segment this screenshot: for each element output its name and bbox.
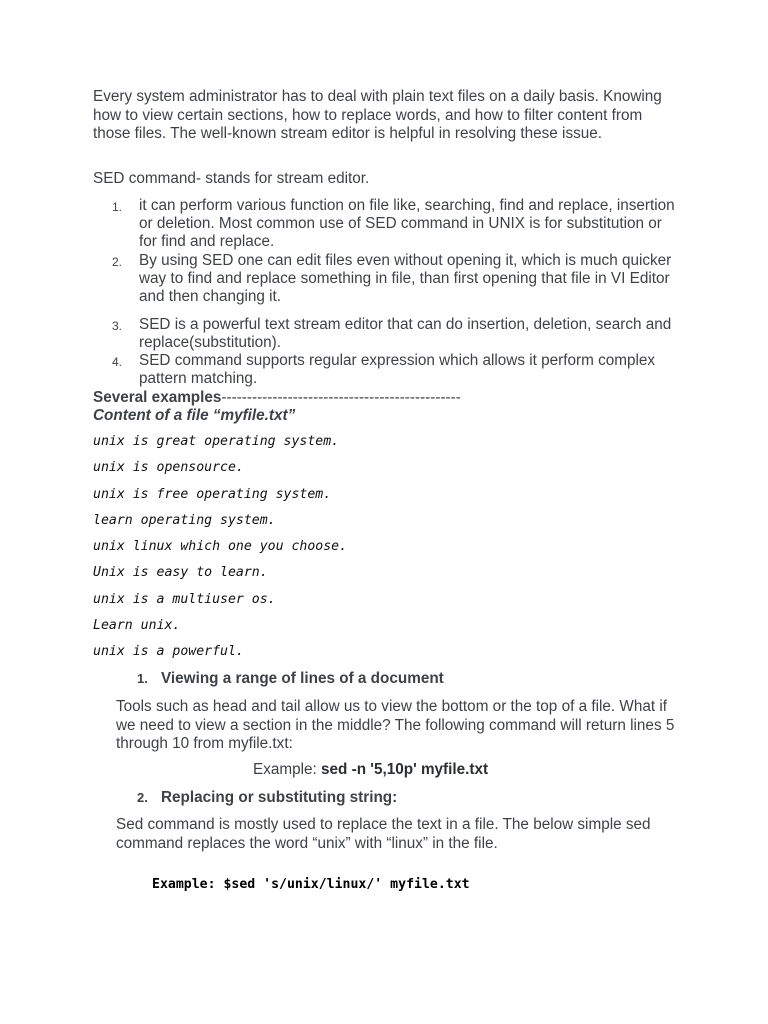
example-command: sed -n '5,10p' myfile.txt xyxy=(321,761,489,778)
list-number: 4. xyxy=(112,355,123,369)
code-line: unix is a multiuser os. xyxy=(93,592,276,607)
list-number: 3. xyxy=(112,319,123,333)
list-text: SED is a powerful text stream editor that can do insertion, deletion, search and replace(substitution). xyxy=(139,316,672,352)
list-text: By using SED one can edit files even without opening it, which is much quicker way to find and replace something in file, than first opening that file in VI Editor and then changing it. xyxy=(139,252,672,306)
section-body-replace: Sed command is mostly used to replace the text in a file. The below simple sed command replaces the word “unix” with “linux” in the file. xyxy=(116,816,651,852)
code-line: Unix is easy to learn. xyxy=(93,565,268,580)
code-line: unix is opensource. xyxy=(93,460,244,475)
section-heading-view-range xyxy=(137,670,444,688)
list-number: 1. xyxy=(112,200,123,214)
file-content-title: Content of a file “myfile.txt” xyxy=(93,407,296,424)
section-number: 2. xyxy=(137,790,148,805)
sed-definition: SED command- stands for stream editor. xyxy=(93,170,370,187)
list-text: it can perform various function on file like, searching, find and replace, insertion or deletion. Most common use of SED command in UNIX is for substitution or for find and replace. xyxy=(139,197,675,251)
examples-heading xyxy=(93,389,461,407)
section-title: Replacing or substituting string: xyxy=(161,789,398,806)
example-label: Example: xyxy=(253,761,322,778)
section-body-view-range: Tools such as head and tail allow us to view the bottom or the top of a file. What if we need to view a section in the middle? The following command will return lines 5 through 10 from myfile.txt: xyxy=(116,698,675,752)
code-line: unix is great operating system. xyxy=(93,434,340,449)
list-text: SED command supports regular expression which allows it perform complex pattern matching. xyxy=(139,352,656,388)
section-title: Viewing a range of lines of a document xyxy=(161,670,444,687)
examples-heading-rule: ----------------------------------------------- xyxy=(221,389,461,406)
example-view-range xyxy=(253,761,488,779)
section-heading-replace xyxy=(137,789,397,807)
intro-paragraph: Every system administrator has to deal with plain text files on a daily basis. Knowing how to view certain sections, how to replace words, and how to filter content from those files. The well-known stream editor is helpful in resolving these issue. xyxy=(93,88,662,142)
section-number: 1. xyxy=(137,671,148,686)
code-line: unix linux which one you choose. xyxy=(93,539,348,554)
code-line: unix is free operating system. xyxy=(93,487,332,502)
code-line: unix is a powerful. xyxy=(93,644,244,659)
example-replace: Example: $sed 's/unix/linux/' myfile.txt xyxy=(152,877,470,892)
code-line: Learn unix. xyxy=(93,618,181,633)
code-line: learn operating system. xyxy=(93,513,276,528)
list-number: 2. xyxy=(112,255,123,269)
examples-heading-label: Several examples xyxy=(93,389,222,406)
